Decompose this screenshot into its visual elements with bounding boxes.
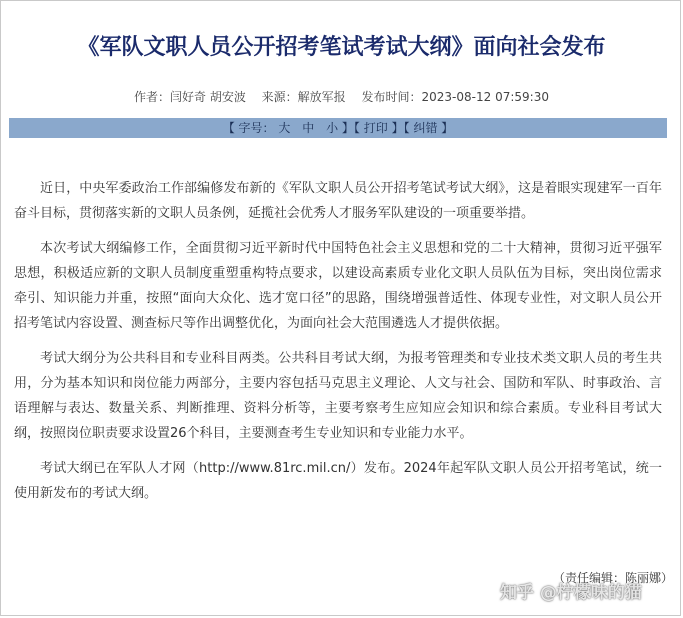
author-info: 作者：闫好奇 胡安波 (134, 90, 246, 104)
editor-credit: （责任编辑：陈丽娜） (553, 571, 674, 585)
font-medium-button[interactable]: 中 (302, 121, 315, 135)
report-error-button[interactable]: 纠错 (413, 121, 438, 135)
source-info: 来源：解放军报 (261, 90, 346, 104)
paragraph: 本次考试大纲编修工作，全面贯彻习近平新时代中国特色社会主义思想和党的二十大精神，贯彻习近平强军思想，积极适应新的文职人员制度重塑重构特点要求，以建设高素质专业化文职人员队伍为目标，突出岗位需求牵引、知识能力并重，按照“面向大众化、选才宽口径”的思路，围绕增强普适性、体现专业性，对文职人员公开招考笔试内容设置、测查标尺等作出调整优化，为面向社会大范围遴选人才提供依据。 (14, 241, 662, 331)
publish-time: 发布时间：2023-08-12 07:59:30 (361, 90, 549, 104)
print-button[interactable]: 打印 (363, 121, 388, 135)
font-large-button[interactable]: 大 (278, 121, 291, 135)
article-toolbar (9, 118, 667, 138)
page-title: 《军队文职人员公开招考笔试考试大纲》面向社会发布 (77, 35, 606, 60)
article-body (14, 176, 662, 516)
bracket: 】 (441, 121, 454, 135)
bracket: 】【 (341, 121, 360, 135)
font-size-label: 字号： (238, 121, 275, 135)
watermark: 知乎 @柠檬味的猫 (500, 583, 642, 603)
paragraph: 考试大纲分为公共科目和专业科目两类。公共科目考试大纲，为报考管理类和专业技术类文职人员的考生共用，分为基本知识和岗位能力两部分，主要内容包括马克思主义理论、人文与社会、国防和军队、时事政治、言语理解与表达、数量关系、判断推理、资料分析等，主要考察考生应知应会知识和综合素质。专业科目考试大纲，按照岗位职责要求设置26个科目，主要测查考生专业知识和专业能力水平。 (14, 351, 662, 441)
font-small-button[interactable]: 小 (326, 121, 339, 135)
paragraph: 近日，中央军委政治工作部编修发布新的《军队文职人员公开招考笔试考试大纲》，这是着眼实现建军一百年奋斗目标，贯彻落实新的文职人员条例，延揽社会优秀人才服务军队建设的一项重要举措。 (14, 181, 662, 221)
paragraph: 考试大纲已在军队人才网（http://www.81rc.mil.cn/）发布。2024年起军队文职人员公开招考笔试，统一使用新发布的考试大纲。 (14, 461, 662, 501)
article-meta (0, 88, 683, 105)
bracket: 】【 (391, 121, 410, 135)
bracket: 【 (222, 121, 235, 135)
